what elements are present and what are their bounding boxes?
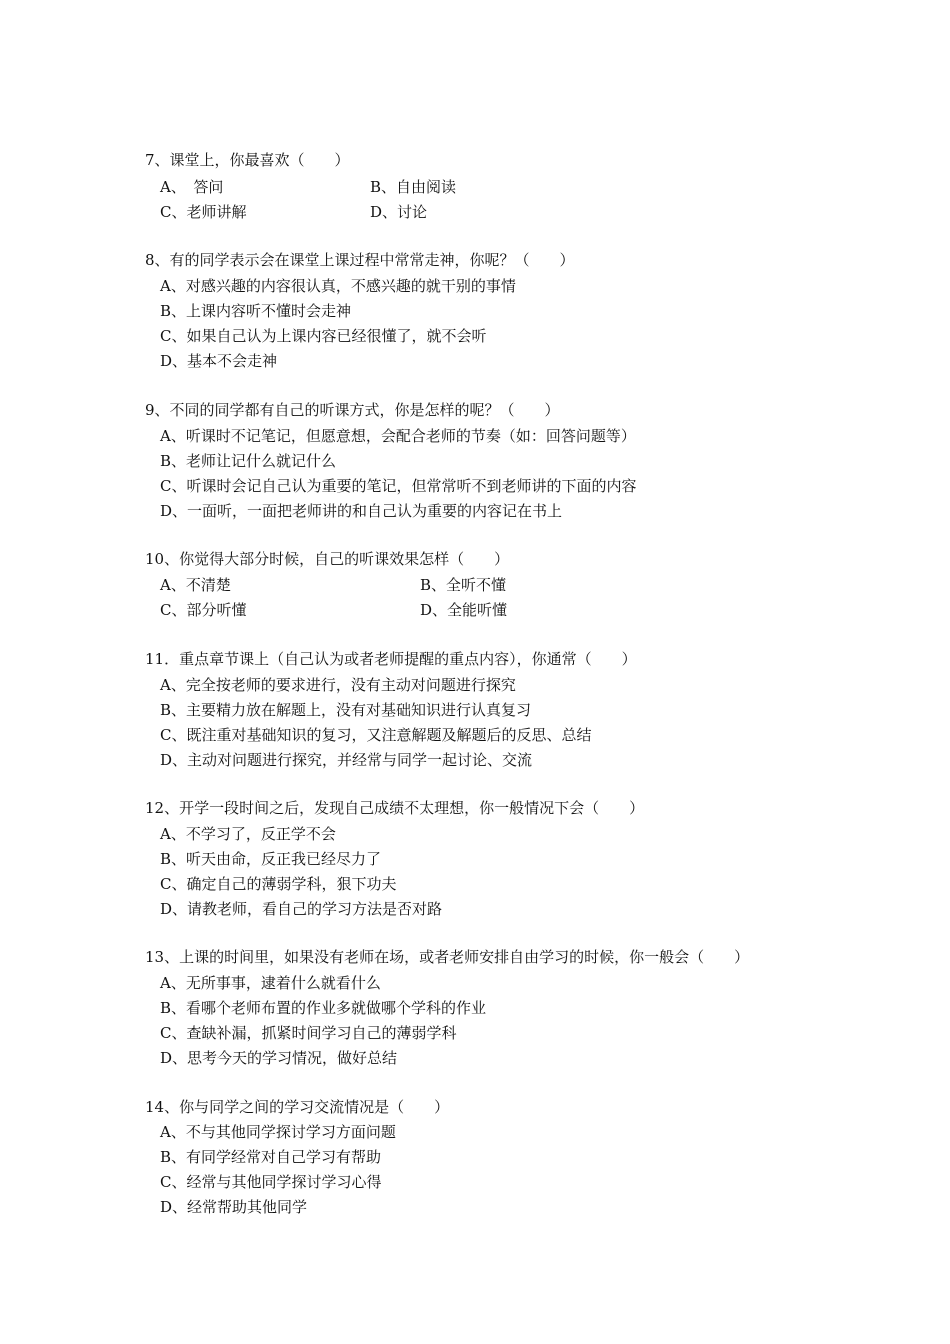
option-c: C、如果自己认为上课内容已经很懂了，就不会听	[160, 327, 487, 345]
question-title: 14、你与同学之间的学习交流情况是（ ）	[145, 1098, 450, 1116]
option-c: C、查缺补漏，抓紧时间学习自己的薄弱学科	[160, 1024, 457, 1042]
option-d: D、一面听，一面把老师讲的和自己认为重要的内容记在书上	[160, 502, 563, 520]
question-title: 13、上课的时间里，如果没有老师在场，或者老师安排自由学习的时候，你一般会（ ）	[145, 948, 750, 966]
question-title: 7、课堂上，你最喜欢（ ）	[145, 151, 350, 169]
option-a: A、不与其他同学探讨学习方面问题	[160, 1123, 396, 1141]
option-a: A、无所事事，逮着什么就看什么	[160, 974, 381, 992]
option-a: A、 答问	[160, 178, 224, 196]
option-d: D、经常帮助其他同学	[160, 1198, 308, 1216]
option-d: D、基本不会走神	[160, 352, 278, 370]
option-a: A、对感兴趣的内容很认真，不感兴趣的就干别的事情	[160, 277, 516, 295]
option-a: A、完全按老师的要求进行，没有主动对问题进行探究	[160, 676, 516, 694]
option-d: D、全能听懂	[420, 601, 508, 619]
option-b: B、老师让记什么就记什么	[160, 452, 337, 470]
option-d: D、主动对问题进行探究，并经常与同学一起讨论、交流	[160, 751, 533, 769]
option-b: B、看哪个老师布置的作业多就做哪个学科的作业	[160, 999, 487, 1017]
option-c: C、经常与其他同学探讨学习心得	[160, 1173, 382, 1191]
option-c: C、确定自己的薄弱学科，狠下功夫	[160, 875, 397, 893]
option-b: B、全听不懂	[420, 576, 507, 594]
option-c: C、听课时会记自己认为重要的笔记，但常常听不到老师讲的下面的内容	[160, 477, 637, 495]
option-b: B、听天由命，反正我已经尽力了	[160, 850, 382, 868]
option-c: C、老师讲解	[160, 203, 247, 221]
option-c: C、既注重对基础知识的复习，又注意解题及解题后的反思、总结	[160, 726, 592, 744]
option-c: C、部分听懂	[160, 601, 247, 619]
option-b: B、上课内容听不懂时会走神	[160, 302, 352, 320]
question-title: 9、不同的同学都有自己的听课方式，你是怎样的呢？（ ）	[145, 401, 560, 419]
option-d: D、讨论	[370, 203, 428, 221]
option-a: A、听课时不记笔记，但愿意想，会配合老师的节奏（如：回答问题等）	[160, 427, 636, 445]
option-a: A、不清楚	[160, 576, 231, 594]
option-d: D、思考今天的学习情况，做好总结	[160, 1049, 398, 1067]
option-a: A、不学习了，反正学不会	[160, 825, 336, 843]
option-d: D、请教老师，看自己的学习方法是否对路	[160, 900, 443, 918]
option-b: B、自由阅读	[370, 178, 457, 196]
option-b: B、主要精力放在解题上，没有对基础知识进行认真复习	[160, 701, 532, 719]
question-title: 8、有的同学表示会在课堂上课过程中常常走神，你呢？（ ）	[145, 251, 575, 269]
question-title: 11．重点章节课上（自己认为或者老师提醒的重点内容），你通常（ ）	[145, 650, 637, 668]
question-title: 12、开学一段时间之后，发现自己成绩不太理想，你一般情况下会（ ）	[145, 799, 645, 817]
option-b: B、有同学经常对自己学习有帮助	[160, 1148, 382, 1166]
question-title: 10、你觉得大部分时候，自己的听课效果怎样（ ）	[145, 550, 510, 568]
